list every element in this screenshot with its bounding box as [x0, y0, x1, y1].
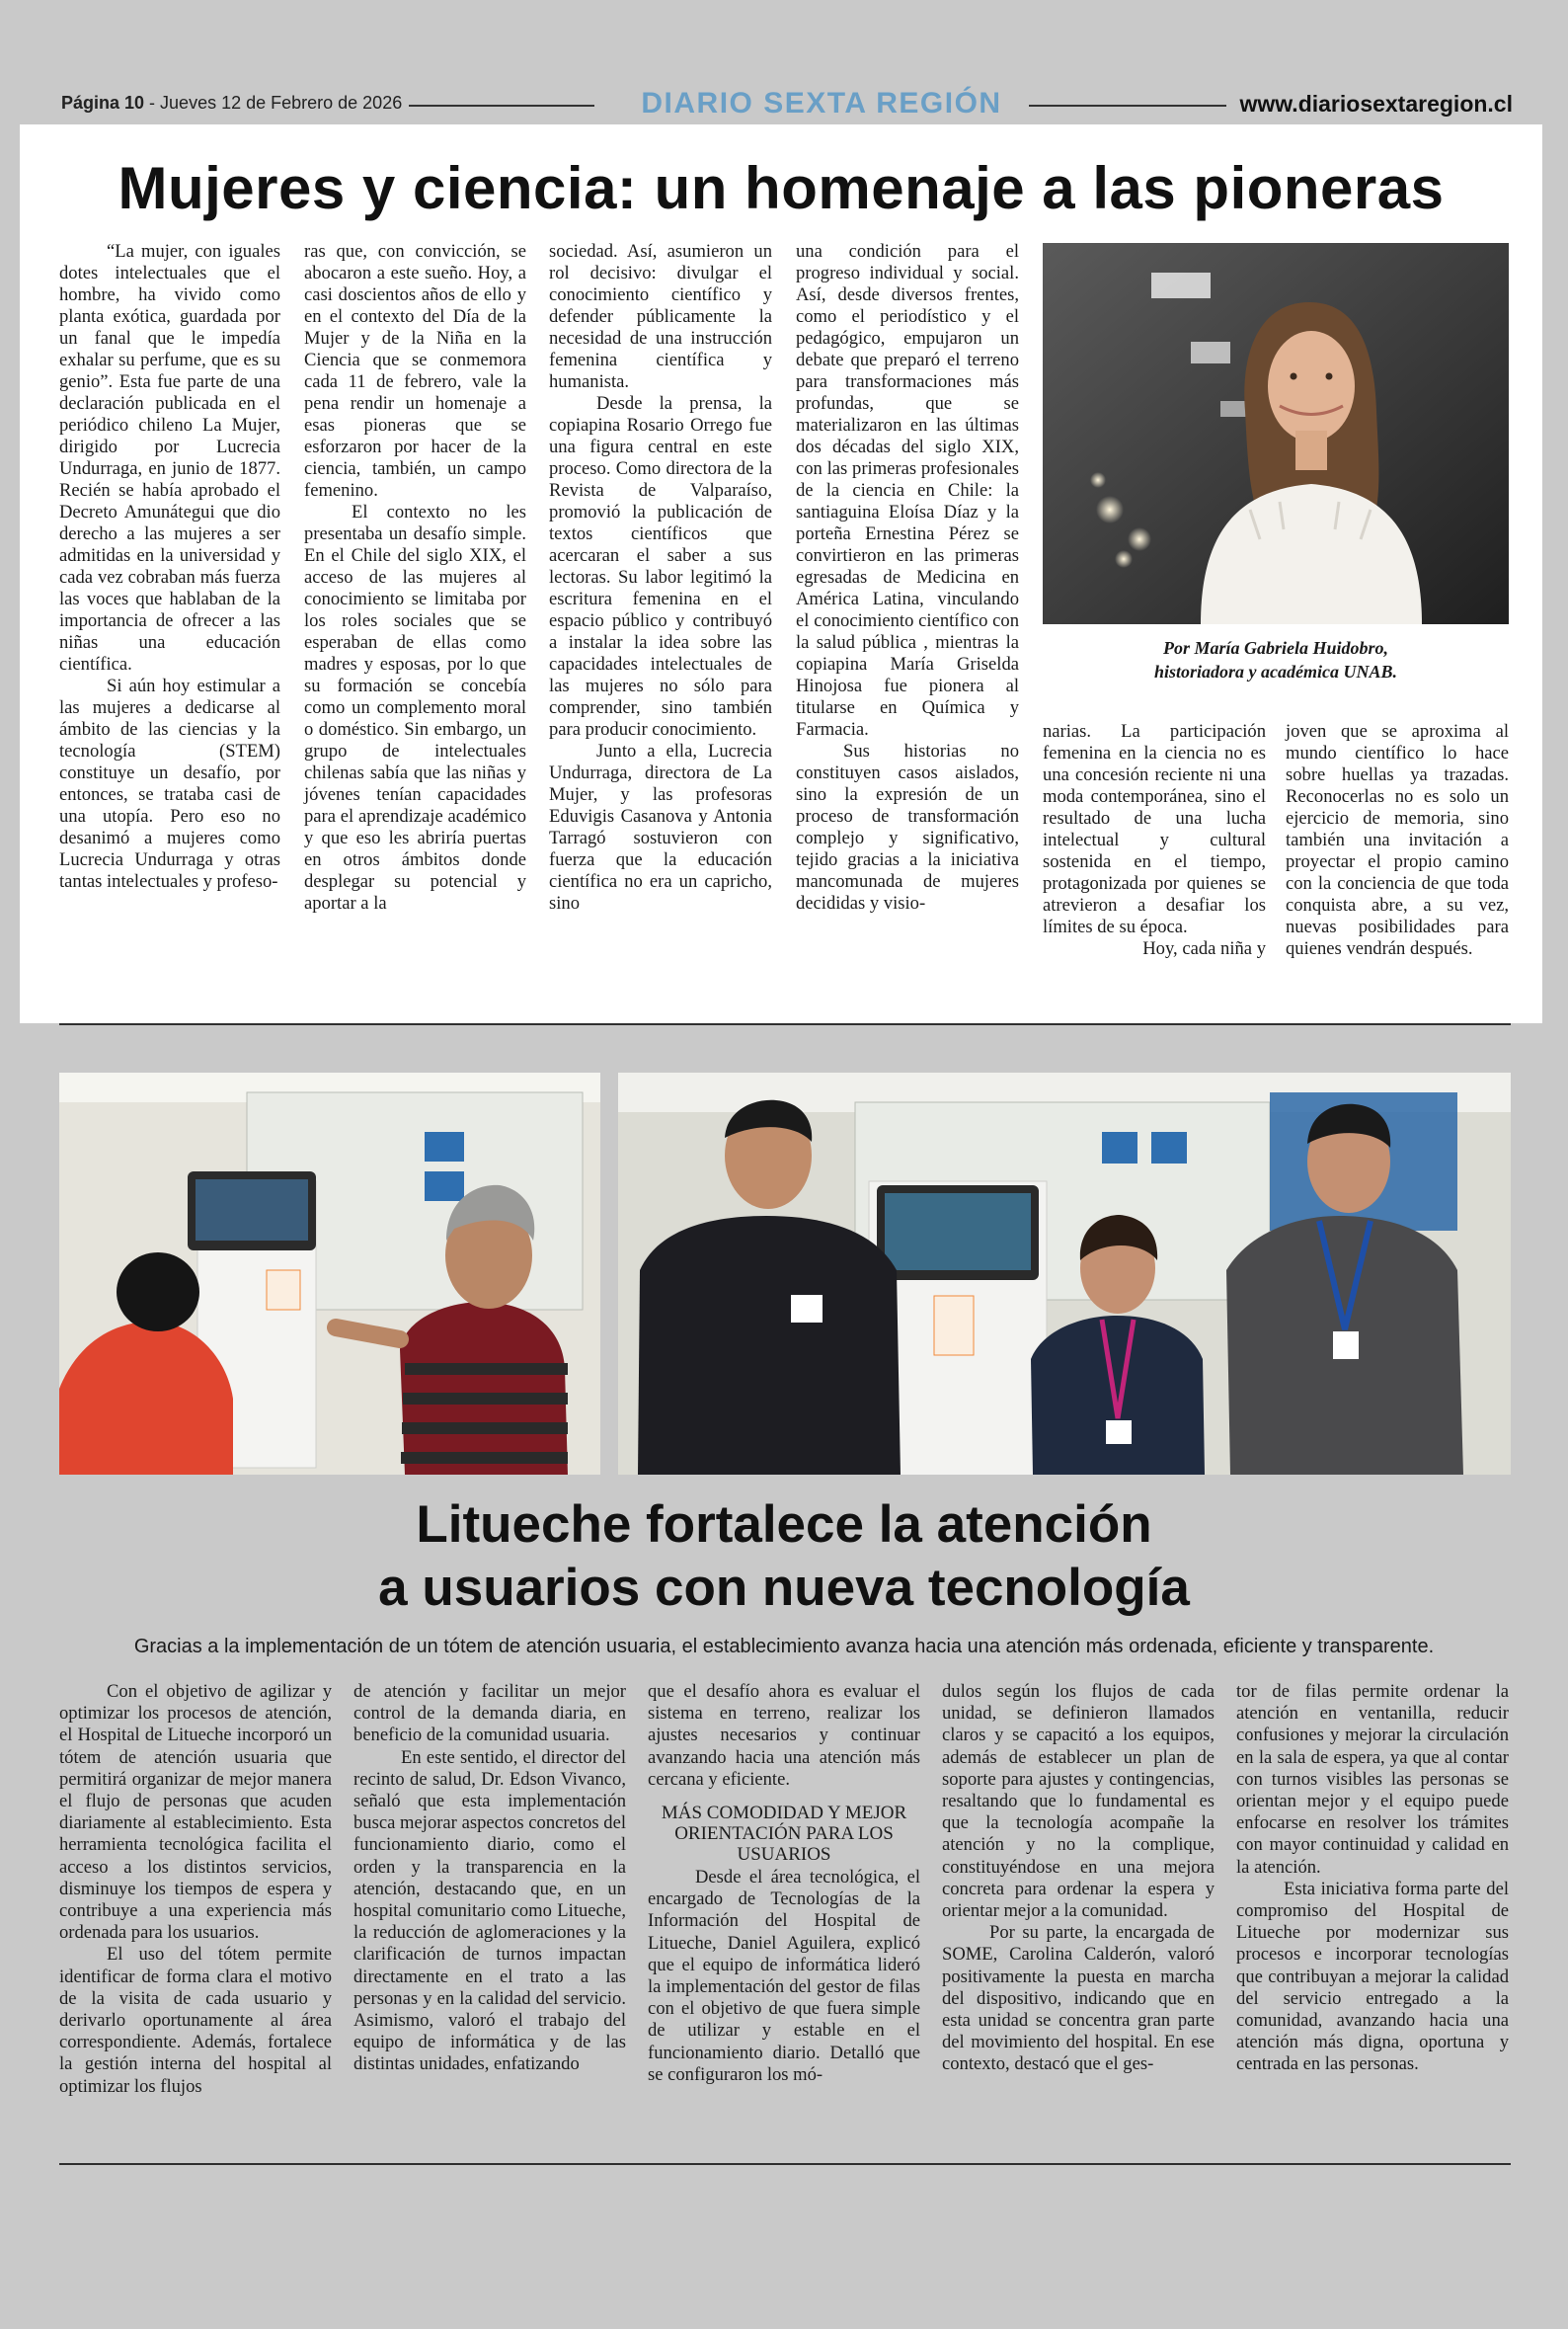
- paragraph: una condición para el progreso individual y social. Así, desde diversos frentes, como el periodístico y el pedagógico, empujaron un debate que preparó el terreno para transformaciones más profundas, que se materializaron en las últimas dos décadas del siglo XIX, con las primeras profesionales de la ciencia en Chile: la santiaguina Eloísa Díaz y la porteña Ernestina Pérez se convirtieron en las primeras egresadas de Medicina en América Latina, vinculando el conocimiento científico con la salud pública , mientras la copiapina María Griselda Hinojosa fue pionera al titularse en Química y Farmacia.: [796, 241, 1019, 740]
- paragraph: Hoy, cada niña y: [1142, 938, 1266, 959]
- article1-column-6: [1286, 721, 1509, 960]
- header-rule-right: [1029, 105, 1226, 107]
- page-bottom-rule: [59, 2163, 1511, 2165]
- header-rule-left: [409, 105, 594, 107]
- section-subheading: MÁS COMODIDAD Y MEJOR ORIENTACIÓN PARA LOS USUARIOS: [661, 1803, 907, 1866]
- photo-kiosk-user: [59, 1073, 600, 1475]
- headline-line-2: a usuarios con nueva tecnología: [378, 1559, 1190, 1617]
- paragraph: Si aún hoy estimular a las mujeres a dedicarse al ámbito de las ciencias y la tecnología (STEM) constituye un desafío, por entonces, se trataba casi de una utopía. Pero eso no desanimó a mujeres como Lucrecia Undurraga y otras tantas intelectuales y profeso-: [59, 676, 280, 892]
- caption-author: Por María Gabriela Huidobro,: [1162, 638, 1389, 658]
- article1-column-3: [549, 241, 772, 915]
- caption-role: historiadora y académica UNAB.: [1154, 662, 1397, 682]
- article1-column-4: [796, 241, 1019, 915]
- paragraph: Junto a ella, Lucrecia Undurraga, directora de La Mujer, y las profesoras Eduvigis Casanova y Antonia Tarragó sostuvieron con fuerza que la educación científica no era un capricho, sino: [549, 741, 772, 914]
- article2-column-4: [942, 1681, 1215, 2076]
- paragraph: Desde el área tecnológica, el encargado de Tecnologías de la Información del Hospital de Litueche, Daniel Aguilera, explicó que el equipo de informática lideró la implementación del gestor de filas con el objetivo de que fuera simple de utilizar y estable en el funcionamiento diario. Detalló que se configuraron los mó-: [648, 1867, 920, 2085]
- article1-column-2: [304, 241, 526, 915]
- kiosk-user-illustration: [59, 1073, 600, 1475]
- paragraph: Con el objetivo de agilizar y optimizar los procesos de atención, el Hospital de Litueche incorporó un tótem de atención usuaria que permitirá organizar de mejor manera el flujo de personas que acuden diariamente al establecimiento. Esta herramienta tecnológica facilita el acceso a los distintos servicios, disminuye los tiempos de espera y contribuye a una experiencia más ordenada para los usuarios.: [59, 1681, 332, 1944]
- page-info: [61, 93, 402, 114]
- author-portrait: [1043, 243, 1509, 624]
- article2-column-3: [648, 1681, 920, 2086]
- masthead: [61, 87, 1513, 122]
- article2-subtitle: Gracias a la implementación de un tótem de atención usuaria, el establecimiento avanza hacia una atención más ordenada, eficiente y transparente.: [133, 1636, 1435, 1657]
- paragraph: Sus historias no constituyen casos aislados, sino la expresión de un proceso de transformación complejo y significativo, tejido gracias a la iniciativa mancomunada de mujeres decididas y visio-: [796, 741, 1019, 914]
- paragraph: “La mujer, con iguales dotes intelectuales que el hombre, ha vivido como planta exótica, guardada por un fanal que le impedía exhalar su perfume, que es su genio”. Esta fue parte de una declaración publicada en el periódico chileno La Mujer, dirigido por Lucrecia Undurraga, en junio de 1877. Recién se había aprobado el Decreto Amunátegui que dio derecho a las mujeres a ser admitidas en la universidad y cada vez cobraban más fuerza las voces que hablaban de la importancia de ofrecer a las niñas una educación científica.: [59, 241, 280, 675]
- paragraph: Esta iniciativa forma parte del compromiso del Hospital de Litueche por modernizar sus procesos e incorporar tecnologías que contribuyan a mejorar la calidad del servicio entregado a la comunidad, avanzando hacia una atención más digna, oportuna y centrada en las personas.: [1236, 1878, 1509, 2075]
- newspaper-name: DIARIO SEXTA REGIÓN: [641, 87, 1002, 120]
- paragraph: El contexto no les presentaba un desafío simple. En el Chile del siglo XIX, el acceso de las mujeres al conocimiento se limitaba por los roles sociales que se esperaban de ellas como madres y esposas, por lo que su formación se concebía como un complemento moral o doméstico. Sin embargo, un grupo de intelectuales chilenas sabía que las niñas y jóvenes tenían capacidades para el aprendizaje académico y que eso les abriría puertas en otros ámbitos donde desplegar su potencial y aportar a la: [304, 502, 526, 914]
- paragraph: En este sentido, el director del recinto de salud, Dr. Edson Vivanco, señaló que esta implementación busca mejorar aspectos concretos del funcionamiento diario, como el orden y la transparencia en la atención, destacando que, en un hospital comunitario como Litueche, la reducción de aglomeraciones y la clarificación de turnos impactan directamente en el trato a las personas y en la calidad del servicio. Asimismo, valoró el trabajo del equipo de informática y de las distintas unidades, enfatizando: [353, 1746, 626, 2075]
- website-url: www.diariosextaregion.cl: [1239, 91, 1513, 117]
- paragraph: El uso del tótem permite identificar de forma clara el motivo de la visita de cada usuario y derivarlo oportunamente al área correspondiente. Además, fortalece la gestión interna del hospital al optimizar los flujos: [59, 1944, 332, 2097]
- article2-column-5: [1236, 1681, 1509, 2076]
- page-number: Página 10: [61, 93, 145, 113]
- portrait-illustration: [1043, 243, 1509, 624]
- paragraph: joven que se aproxima al mundo científico lo hace sobre huellas ya trazadas. Reconocerlas no es solo un ejercicio de memoria, sino también una invitación a proyectar el propio camino con la conciencia de que toda conquista abre, a su vez, nuevas posibilidades para quienes vendrán después.: [1286, 721, 1509, 959]
- paragraph: tor de filas permite ordenar la atención en ventanilla, reducir confusiones y mejorar la circulación en la sala de espera, ya que al contar con turnos visibles las personas se orientan mejor y el equipo puede enfocarse en resolver los trámites con mayor continuidad y calidad en la atención.: [1236, 1681, 1509, 1878]
- paragraph: de atención y facilitar un mejor control de la demanda diaria, en beneficio de la comunidad usuaria.: [353, 1681, 626, 1746]
- paragraph: Por su parte, la encargada de SOME, Carolina Calderón, valoró positivamente la puesta en marcha del dispositivo, indicando que en esta unidad se concentra gran parte del movimiento del hospital. En ese contexto, destacó que el ges-: [942, 1922, 1215, 2075]
- headline-line-1: Litueche fortalece la atención: [416, 1495, 1152, 1554]
- article2-column-1: [59, 1681, 332, 2098]
- article1-headline: Mujeres y ciencia: un homenaje a las pioneras: [118, 155, 1445, 221]
- article2-headline: [0, 1493, 1568, 1620]
- hospital-team-illustration: [618, 1073, 1511, 1475]
- portrait-caption: [1043, 636, 1509, 683]
- paragraph: dulos según los flujos de cada unidad, se definieron llamados claros y se capacitó a los equipos, además de establecer un plan de soporte para ajustes y contingencias, resaltando que lo fundamental es que la tecnología acompañe la atención y no la complique, constituyéndose en una mejora concreta para ordenar la espera y orientar mejor a la comunidad.: [942, 1681, 1215, 1922]
- photo-hospital-team: [618, 1073, 1511, 1475]
- article-mujeres-ciencia: [20, 124, 1542, 1023]
- section-divider: [59, 1023, 1511, 1025]
- article1-column-1: [59, 241, 280, 893]
- paragraph: sociedad. Así, asumieron un rol decisivo: divulgar el conocimiento científico y defender públicamente la necesidad de una instrucción femenina científica y humanista.: [549, 241, 772, 392]
- paragraph: ras que, con convicción, se abocaron a este sueño. Hoy, a casi doscientos años de ello y en el contexto del Día de la Mujer y de la Niña en la Ciencia que se conmemora cada 11 de febrero, vale la pena rendir un homenaje a esas pioneras que se esforzaron por hacer de la ciencia, también, un campo femenino.: [304, 241, 526, 501]
- article2-column-2: [353, 1681, 626, 2076]
- paragraph: narias. La participación femenina en la ciencia no es una concesión reciente ni una moda contemporánea, sino el resultado de una lucha intelectual y cultural sostenida en el tiempo, protagonizada por quienes se atrevieron a desafiar los límites de su época.: [1043, 721, 1266, 937]
- issue-date: - Jueves 12 de Febrero de 2026: [144, 93, 403, 113]
- paragraph: Desde la prensa, la copiapina Rosario Orrego fue una figura central en este proceso. Como directora de la Revista de Valparaíso, promovió la publicación de textos científicos que acercaran el saber a sus lectoras. Su labor legitimó la escritura femenina en el espacio público y contribuyó a instalar la idea sobre las capacidades intelectuales de las mujeres no sólo para comprender, sino también para producir conocimiento.: [549, 393, 772, 740]
- article1-column-5: [1043, 721, 1266, 960]
- paragraph: que el desafío ahora es evaluar el sistema en terreno, realizar los ajustes necesarios y continuar avanzando hacia una atención más cercana y eficiente.: [648, 1681, 920, 1790]
